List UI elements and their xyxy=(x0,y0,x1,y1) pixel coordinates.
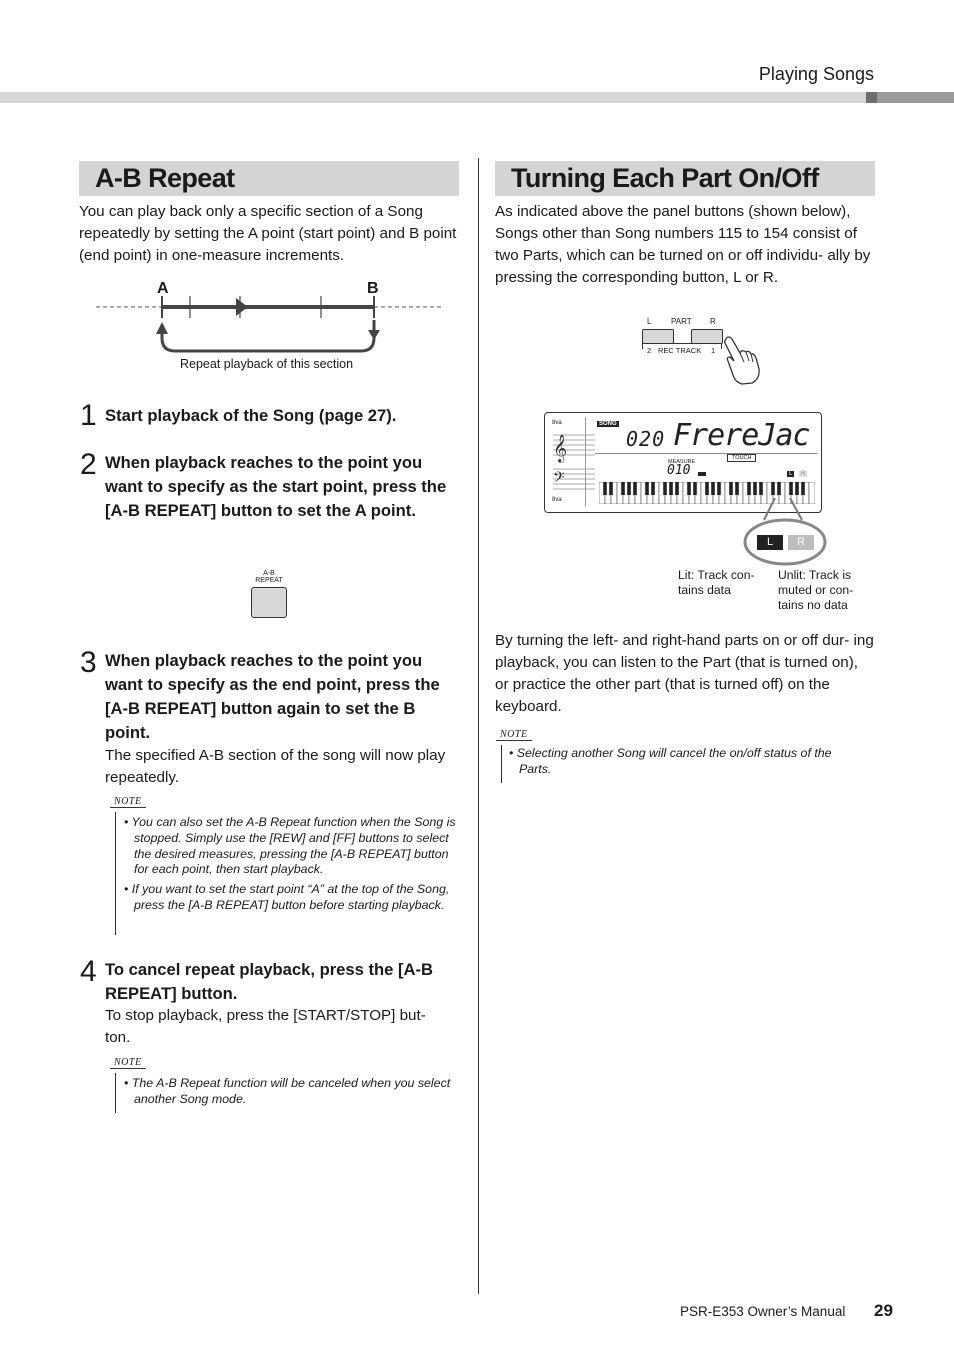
panel-track-2: 2 xyxy=(647,346,652,355)
step-number: 4 xyxy=(80,955,97,988)
note-item: • The A-B Repeat function will be canceled when you select another Song mode. xyxy=(124,1076,451,1106)
pointing-hand-icon xyxy=(722,333,762,385)
lcd-song-name: FrereJac xyxy=(673,418,810,453)
column-divider xyxy=(478,158,479,1294)
lcd-black-key xyxy=(753,482,757,495)
step-text: When playback reaches to the point you want to specify as the start point, press the [A-B REPEAT] button to set the A point. xyxy=(105,453,447,520)
ab-repeat-label-line2: REPEAT xyxy=(255,577,283,584)
step-number: 1 xyxy=(80,399,97,432)
lcd-measure-value: 010 xyxy=(667,463,691,478)
lcd-black-key xyxy=(627,482,631,495)
lcd-measure-label: MEASURE xyxy=(668,459,696,465)
lcd-black-key xyxy=(633,482,637,495)
lcd-separator xyxy=(595,453,817,454)
ab-repeat-intro: You can play back only a specific section of a Song repeatedly by setting the A point (start point) and B point (end point) in one-measure increments. xyxy=(79,203,457,264)
lcd-black-key xyxy=(801,482,805,495)
lcd-black-key xyxy=(759,482,763,495)
lcd-black-key xyxy=(663,482,667,495)
panel-r-label: R xyxy=(710,317,716,326)
ab-repeat-label-line1: A-B xyxy=(263,570,275,577)
lcd-octave-bottom: 8va xyxy=(552,497,562,503)
lcd-black-key xyxy=(771,482,775,495)
note-tag: NOTE xyxy=(110,1057,146,1069)
panel-rec-track: REC TRACK xyxy=(658,346,702,355)
lcd-black-key xyxy=(621,482,625,495)
staff-icon xyxy=(549,429,595,495)
lcd-black-key xyxy=(603,482,607,495)
lcd-black-key xyxy=(735,482,739,495)
ab-repeat-button[interactable] xyxy=(251,587,287,618)
lcd-black-key xyxy=(717,482,721,495)
lcd-song-number: 020 xyxy=(626,427,666,451)
part-on-off-body: By turning the left- and right-hand parts on or off dur- ing playback, you can listen to the Part (that is turned on), or practice the other part (that is turned off) on the keyboard. xyxy=(495,632,874,715)
part-panel-illustration xyxy=(640,313,770,388)
point-a-label: A xyxy=(157,280,169,297)
panel-track-1: 1 xyxy=(711,346,716,355)
lcd-part-r: R xyxy=(801,471,806,477)
section-heading-part-on-off: Turning Each Part On/Off xyxy=(495,161,875,196)
lcd-black-key xyxy=(711,482,715,495)
lcd-black-key xyxy=(777,482,781,495)
ab-repeat-button-label xyxy=(244,570,294,584)
panel-l-label: L xyxy=(647,317,652,326)
header-rule-end xyxy=(877,92,954,103)
lcd-black-key xyxy=(645,482,649,495)
note-bar xyxy=(115,812,116,935)
step-text: When playback reaches to the point you want to specify as the end point, press the [A-B REPEAT] button again to set the B point. xyxy=(105,651,440,742)
step-subtext: The specified A-B section of the song will now play repeatedly. xyxy=(105,747,446,786)
lcd-part-l: L xyxy=(789,471,793,477)
step-text: To cancel repeat playback, press the [A-B REPEAT] button. xyxy=(105,960,433,1003)
lcd-black-key xyxy=(795,482,799,495)
lcd-black-key xyxy=(789,482,793,495)
diagram-caption: Repeat playback of this section xyxy=(180,357,354,371)
note-body xyxy=(509,746,859,782)
note-body xyxy=(124,815,456,918)
note-bar xyxy=(115,1073,116,1113)
running-header: Playing Songs xyxy=(758,64,874,84)
part-l-button[interactable] xyxy=(642,329,674,344)
lcd-octave-top: 8va xyxy=(552,420,562,426)
step-subtext: To stop playback, press the [START/STOP] but- ton. xyxy=(105,1007,426,1046)
point-b-label: B xyxy=(367,280,379,297)
note-tag: NOTE xyxy=(496,729,532,741)
header-rule-accent xyxy=(866,92,877,103)
panel-part-label: PART xyxy=(671,317,692,326)
note-bar xyxy=(501,745,502,783)
svg-text:𝄢: 𝄢 xyxy=(553,469,565,490)
note-body xyxy=(124,1076,456,1112)
lcd-black-key xyxy=(609,482,613,495)
note-item: • If you want to set the start point “A” at the top of the Song, press the [A-B REPEAT] button before starting playback. xyxy=(124,882,450,912)
callout-part-r: R xyxy=(788,535,814,550)
callout-part-l: L xyxy=(757,535,783,550)
lit-description: Lit: Track con- tains data xyxy=(678,568,755,597)
note-item: • You can also set the A-B Repeat function when the Song is stopped. Simply use the [REW] and [FF] buttons to select the desired measures, pressing the [A-B REPEAT] button for each point, then start playback. xyxy=(124,815,456,877)
svg-text:𝄞: 𝄞 xyxy=(553,434,568,462)
lcd-black-key xyxy=(747,482,751,495)
lcd-black-key xyxy=(687,482,691,495)
lcd-black-key xyxy=(669,482,673,495)
lcd-black-key xyxy=(729,482,733,495)
step-number: 2 xyxy=(80,448,97,481)
unlit-description: Unlit: Track is muted or con- tains no data xyxy=(778,568,854,612)
lcd-black-key xyxy=(675,482,679,495)
lcd-black-key xyxy=(705,482,709,495)
lcd-song-tag: SONG xyxy=(599,421,617,427)
part-r-button[interactable] xyxy=(691,329,723,344)
note-item: • Selecting another Song will cancel the on/off status of the Parts. xyxy=(509,746,832,776)
part-on-off-intro: As indicated above the panel buttons (shown below), Songs other than Song numbers 115 to 154 consist of two Parts, which can be turned on or off individu- ally by pressing the corresponding button, L or R. xyxy=(495,203,871,286)
callout-outline xyxy=(740,498,830,568)
step-text: Start playback of the Song (page 27). xyxy=(105,406,397,425)
section-heading-ab-repeat: A-B Repeat xyxy=(79,161,459,196)
lcd-black-key xyxy=(651,482,655,495)
footer-manual-title: PSR-E353 Owner’s Manual xyxy=(680,1304,846,1319)
lcd-staff-divider xyxy=(585,417,586,507)
lcd-touch-indicator: TOUCH xyxy=(727,454,756,462)
header-rule xyxy=(0,92,954,103)
note-tag: NOTE xyxy=(110,796,146,808)
step-number: 3 xyxy=(80,646,97,679)
lcd-black-key xyxy=(693,482,697,495)
lcd-measure-mark xyxy=(698,472,706,476)
page-number: 29 xyxy=(874,1301,893,1320)
